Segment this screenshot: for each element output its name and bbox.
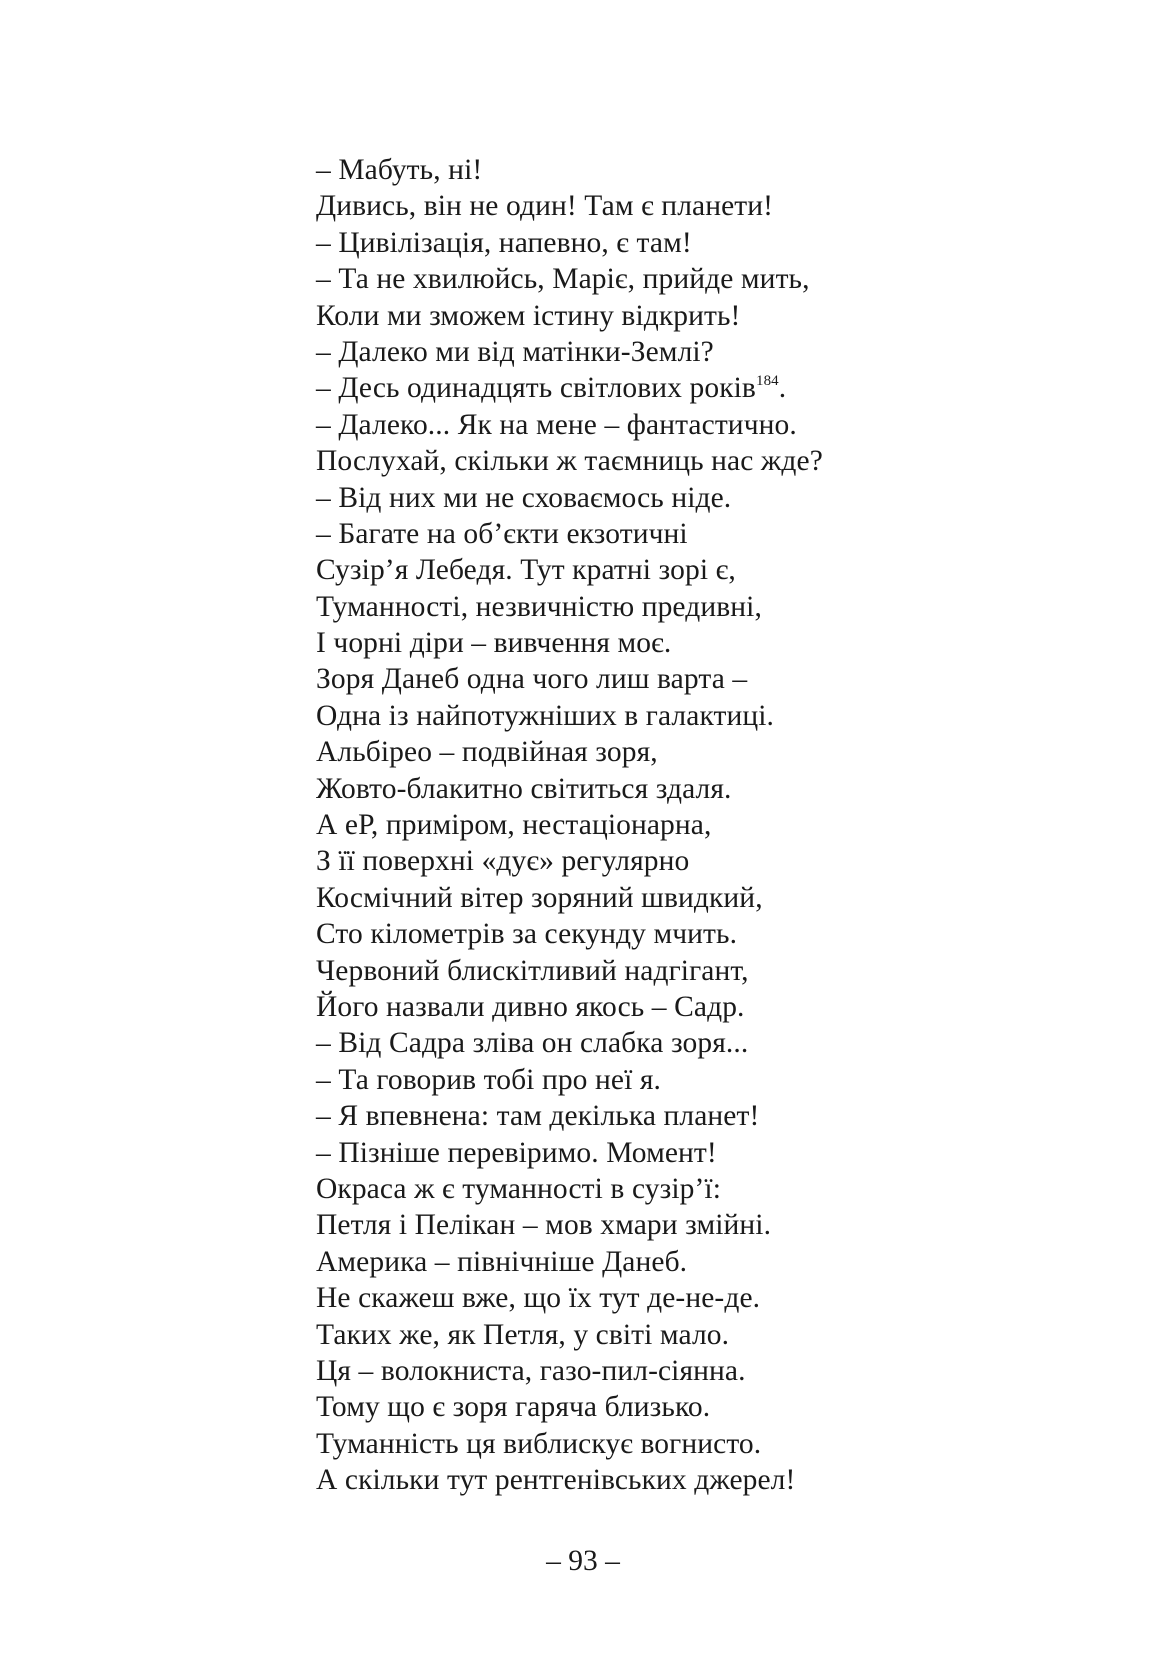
poem-line: Окраса ж є туманності в сузір’ї:: [316, 1172, 722, 1205]
poem-line: Ця – волокниста, газо-пил-сіянна.: [316, 1354, 746, 1387]
poem-line: Одна із найпотужніших в галактиці.: [316, 699, 775, 732]
footnote-tail: .: [778, 372, 787, 405]
poem-line: – Далеко ми від матінки-Землі?: [316, 335, 714, 368]
poem-line: Петля і Пелікан – мов хмари змійні.: [316, 1209, 772, 1242]
poem-line: З її поверхні «дує» регулярно: [316, 845, 690, 878]
poem-line: – Багате на об’єкти екзотичні: [316, 517, 688, 550]
poem-line: Сто кілометрів за секунду мчить.: [316, 918, 738, 951]
poem-line: – Пізніше перевіримо. Момент!: [316, 1136, 717, 1169]
poem-line: – Далеко... Як на мене – фантастично.: [316, 408, 797, 441]
poem-line: Коли ми зможем істину відкрить!: [316, 299, 741, 332]
page-number: – 93 –: [546, 1545, 620, 1577]
poem-line: Тому що є зоря гаряча близько.: [316, 1391, 711, 1424]
poem-line: – Від них ми не сховаємось ніде.: [316, 481, 732, 514]
poem-line: Жовто-блакитно світиться здаля.: [316, 772, 732, 805]
poem-line: – Я впевнена: там декілька планет!: [316, 1100, 760, 1133]
poem-line: Зоря Данеб одна чого лиш варта –: [316, 663, 748, 696]
footnote-reference: 184: [755, 373, 779, 390]
poem-line: А еР, приміром, нестаціонарна,: [316, 809, 712, 842]
poem-line: Червоний блискітливий надгігант,: [316, 954, 749, 987]
poem-line: Послухай, скільки ж таємниць нас жде?: [316, 445, 823, 478]
poem-text: [316, 152, 1016, 1498]
poem-line: Туманність ця виблискує вогнисто.: [316, 1427, 762, 1460]
poem-line: – Та не хвилюйсь, Маріє, прийде мить,: [316, 263, 810, 296]
poem-line: Сузір’я Лебедя. Тут кратні зорі є,: [316, 554, 736, 587]
poem-line-with-footnote: [316, 370, 1016, 406]
poem-line: – Мабуть, ні!: [316, 154, 483, 186]
poem-line: Космічний вітер зоряний швидкий,: [316, 881, 763, 914]
poem-line: І чорні діри – вивчення моє.: [316, 627, 672, 660]
poem-line: – Цивілізація, напевно, є там!: [316, 226, 692, 259]
poem-line: Таких же, як Петля, у світі мало.: [316, 1318, 730, 1351]
poem-line: Не скажеш вже, що їх тут де-не-де.: [316, 1282, 761, 1315]
poem-line: А скільки тут рентгенівських джерел!: [316, 1464, 796, 1497]
poem-line: – Та говорив тобі про неї я.: [316, 1063, 662, 1096]
poem-line: Його назвали дивно якось – Садр.: [316, 990, 745, 1023]
poem-line: Америка – північніше Данеб.: [316, 1245, 688, 1278]
poem-line-text: – Десь одинадцять світлових років: [316, 372, 756, 405]
poem-line: Дивись, він не один! Там є планети!: [316, 190, 774, 223]
poem-line: Альбірео – подвійная зоря,: [316, 736, 658, 769]
poem-line: – Від Садра зліва он слабка зоря...: [316, 1027, 749, 1060]
poem-line: Туманності, незвичністю предивні,: [316, 590, 762, 623]
